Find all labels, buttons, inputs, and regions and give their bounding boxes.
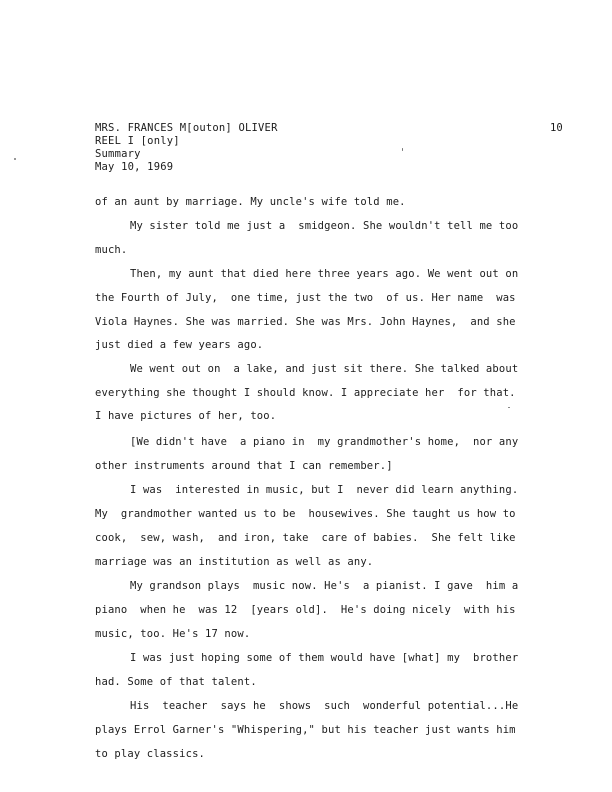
scan-speck [14, 158, 16, 160]
scan-speck [402, 148, 403, 151]
reel-label: REEL I [only] [95, 135, 180, 147]
scan-speck [508, 407, 510, 408]
text-line: had. Some of that talent. [95, 676, 257, 688]
text-line: to play classics. [95, 748, 206, 760]
text-line: other instruments around that I can remember.] [95, 460, 393, 472]
text-line: marriage was an institution as well as any. [95, 556, 374, 568]
text-line: I was just hoping some of them would have [what] my brother [130, 652, 519, 664]
document-type: Summary [95, 148, 141, 160]
text-line: just died a few years ago. [95, 339, 264, 351]
text-line: everything she thought I should know. I appreciate her for that. [95, 387, 516, 399]
interviewee-name: MRS. FRANCES M[outon] OLIVER [95, 122, 278, 134]
text-line: Then, my aunt that died here three years ago. We went out on [130, 268, 519, 280]
text-line: My sister told me just a smidgeon. She wouldn't tell me too [130, 220, 519, 232]
text-line: I have pictures of her, too. [95, 410, 277, 422]
interview-date: May 10, 1969 [95, 161, 174, 173]
text-line: I was interested in music, but I never did learn anything. [130, 484, 519, 496]
text-line: Viola Haynes. She was married. She was Mrs. John Haynes, and she [95, 316, 516, 328]
text-line: My grandson plays music now. He's a pianist. I gave him a [130, 580, 519, 592]
text-line: the Fourth of July, one time, just the two of us. Her name was [95, 292, 516, 304]
page-number: 10 [550, 122, 563, 134]
text-line: My grandmother wanted us to be housewives. She taught us how to [95, 508, 516, 520]
text-line: His teacher says he shows such wonderful potential...He [130, 700, 519, 712]
text-line: much. [95, 244, 128, 256]
text-line: [We didn't have a piano in my grandmother's home, nor any [130, 436, 519, 448]
text-line: cook, sew, wash, and iron, take care of babies. She felt like [95, 532, 516, 544]
text-line: music, too. He's 17 now. [95, 628, 251, 640]
document-header [95, 122, 278, 174]
text-line: We went out on a lake, and just sit there. She talked about [130, 363, 519, 375]
text-line: plays Errol Garner's "Whispering," but his teacher just wants him [95, 724, 516, 736]
text-line: of an aunt by marriage. My uncle's wife told me. [95, 196, 406, 208]
text-line: piano when he was 12 [years old]. He's doing nicely with his [95, 604, 516, 616]
